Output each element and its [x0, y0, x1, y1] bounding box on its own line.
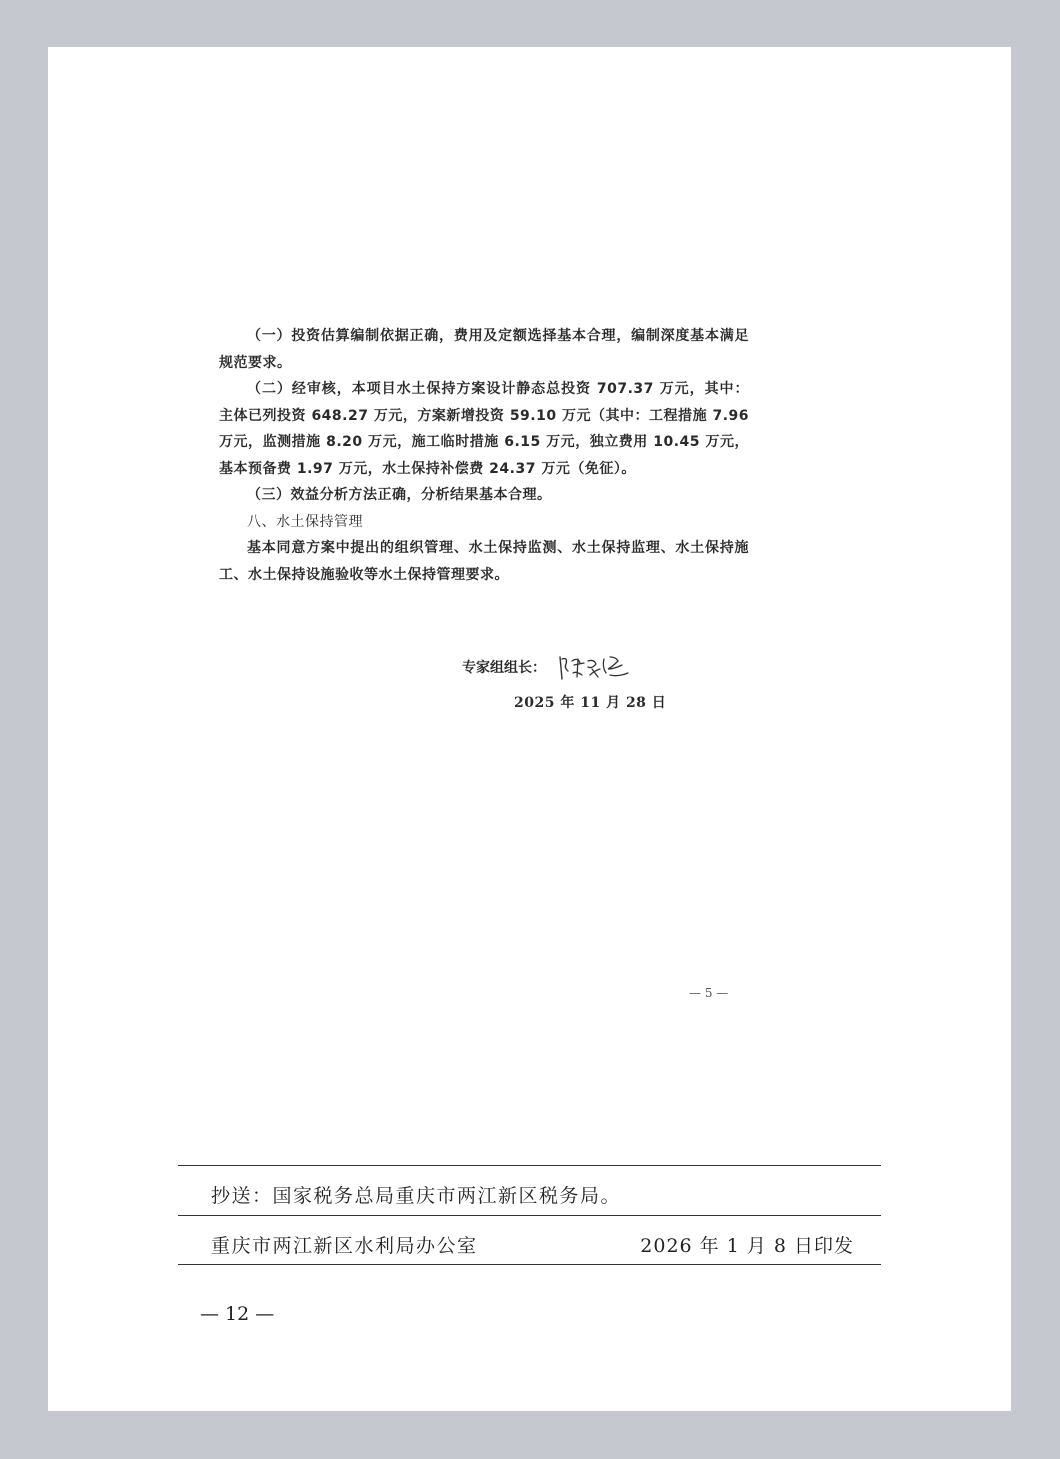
- paragraph-investment-review: （二）经审核，本项目水土保持方案设计静态总投资 707.37 万元，其中：主体已列投资 648.27 万元，方案新增投资 59.10 万元（其中：工程措施 7.96 万元，监测措施 8.20 万元，施工临时措施 6.15 万元，独立费用 10.45 万元，基本预备费 1.97 万元，水土保持补偿费 24.37 万元（免征）。: [219, 381, 749, 477]
- paragraph-management: 基本同意方案中提出的组织管理、水土保持监测、水土保持监理、水土保持施工、水土保持设施验收等水土保持管理要求。: [219, 540, 749, 583]
- embedded-scan: [219, 323, 749, 588]
- signature-line: [462, 651, 636, 683]
- document-page: [48, 47, 1011, 1411]
- signature-date: 2025 年 11 月 28 日: [514, 695, 667, 711]
- section-heading: 八、水土保持管理: [247, 513, 363, 530]
- issuing-office: 重庆市两江新区水利局办公室: [211, 1235, 478, 1257]
- handwritten-signature: [556, 651, 636, 683]
- issue-date: 2026 年 1 月 8 日印发: [640, 1235, 854, 1257]
- signature-label: 专家组组长：: [462, 660, 546, 676]
- paragraph-benefit-analysis: （三）效益分析方法正确，分析结果基本合理。: [247, 487, 552, 503]
- cc-line: 抄送：国家税务总局重庆市两江新区税务局。: [211, 1185, 622, 1207]
- footer-rule-middle: [178, 1215, 881, 1216]
- footer-rule-bottom: [178, 1264, 881, 1265]
- page-number: — 12 —: [200, 1303, 275, 1325]
- footer-rule-top: [178, 1165, 881, 1166]
- inner-page-number: — 5 —: [689, 986, 729, 1000]
- paragraph-investment-basis: （一）投资估算编制依据正确，费用及定额选择基本合理，编制深度基本满足规范要求。: [219, 328, 749, 371]
